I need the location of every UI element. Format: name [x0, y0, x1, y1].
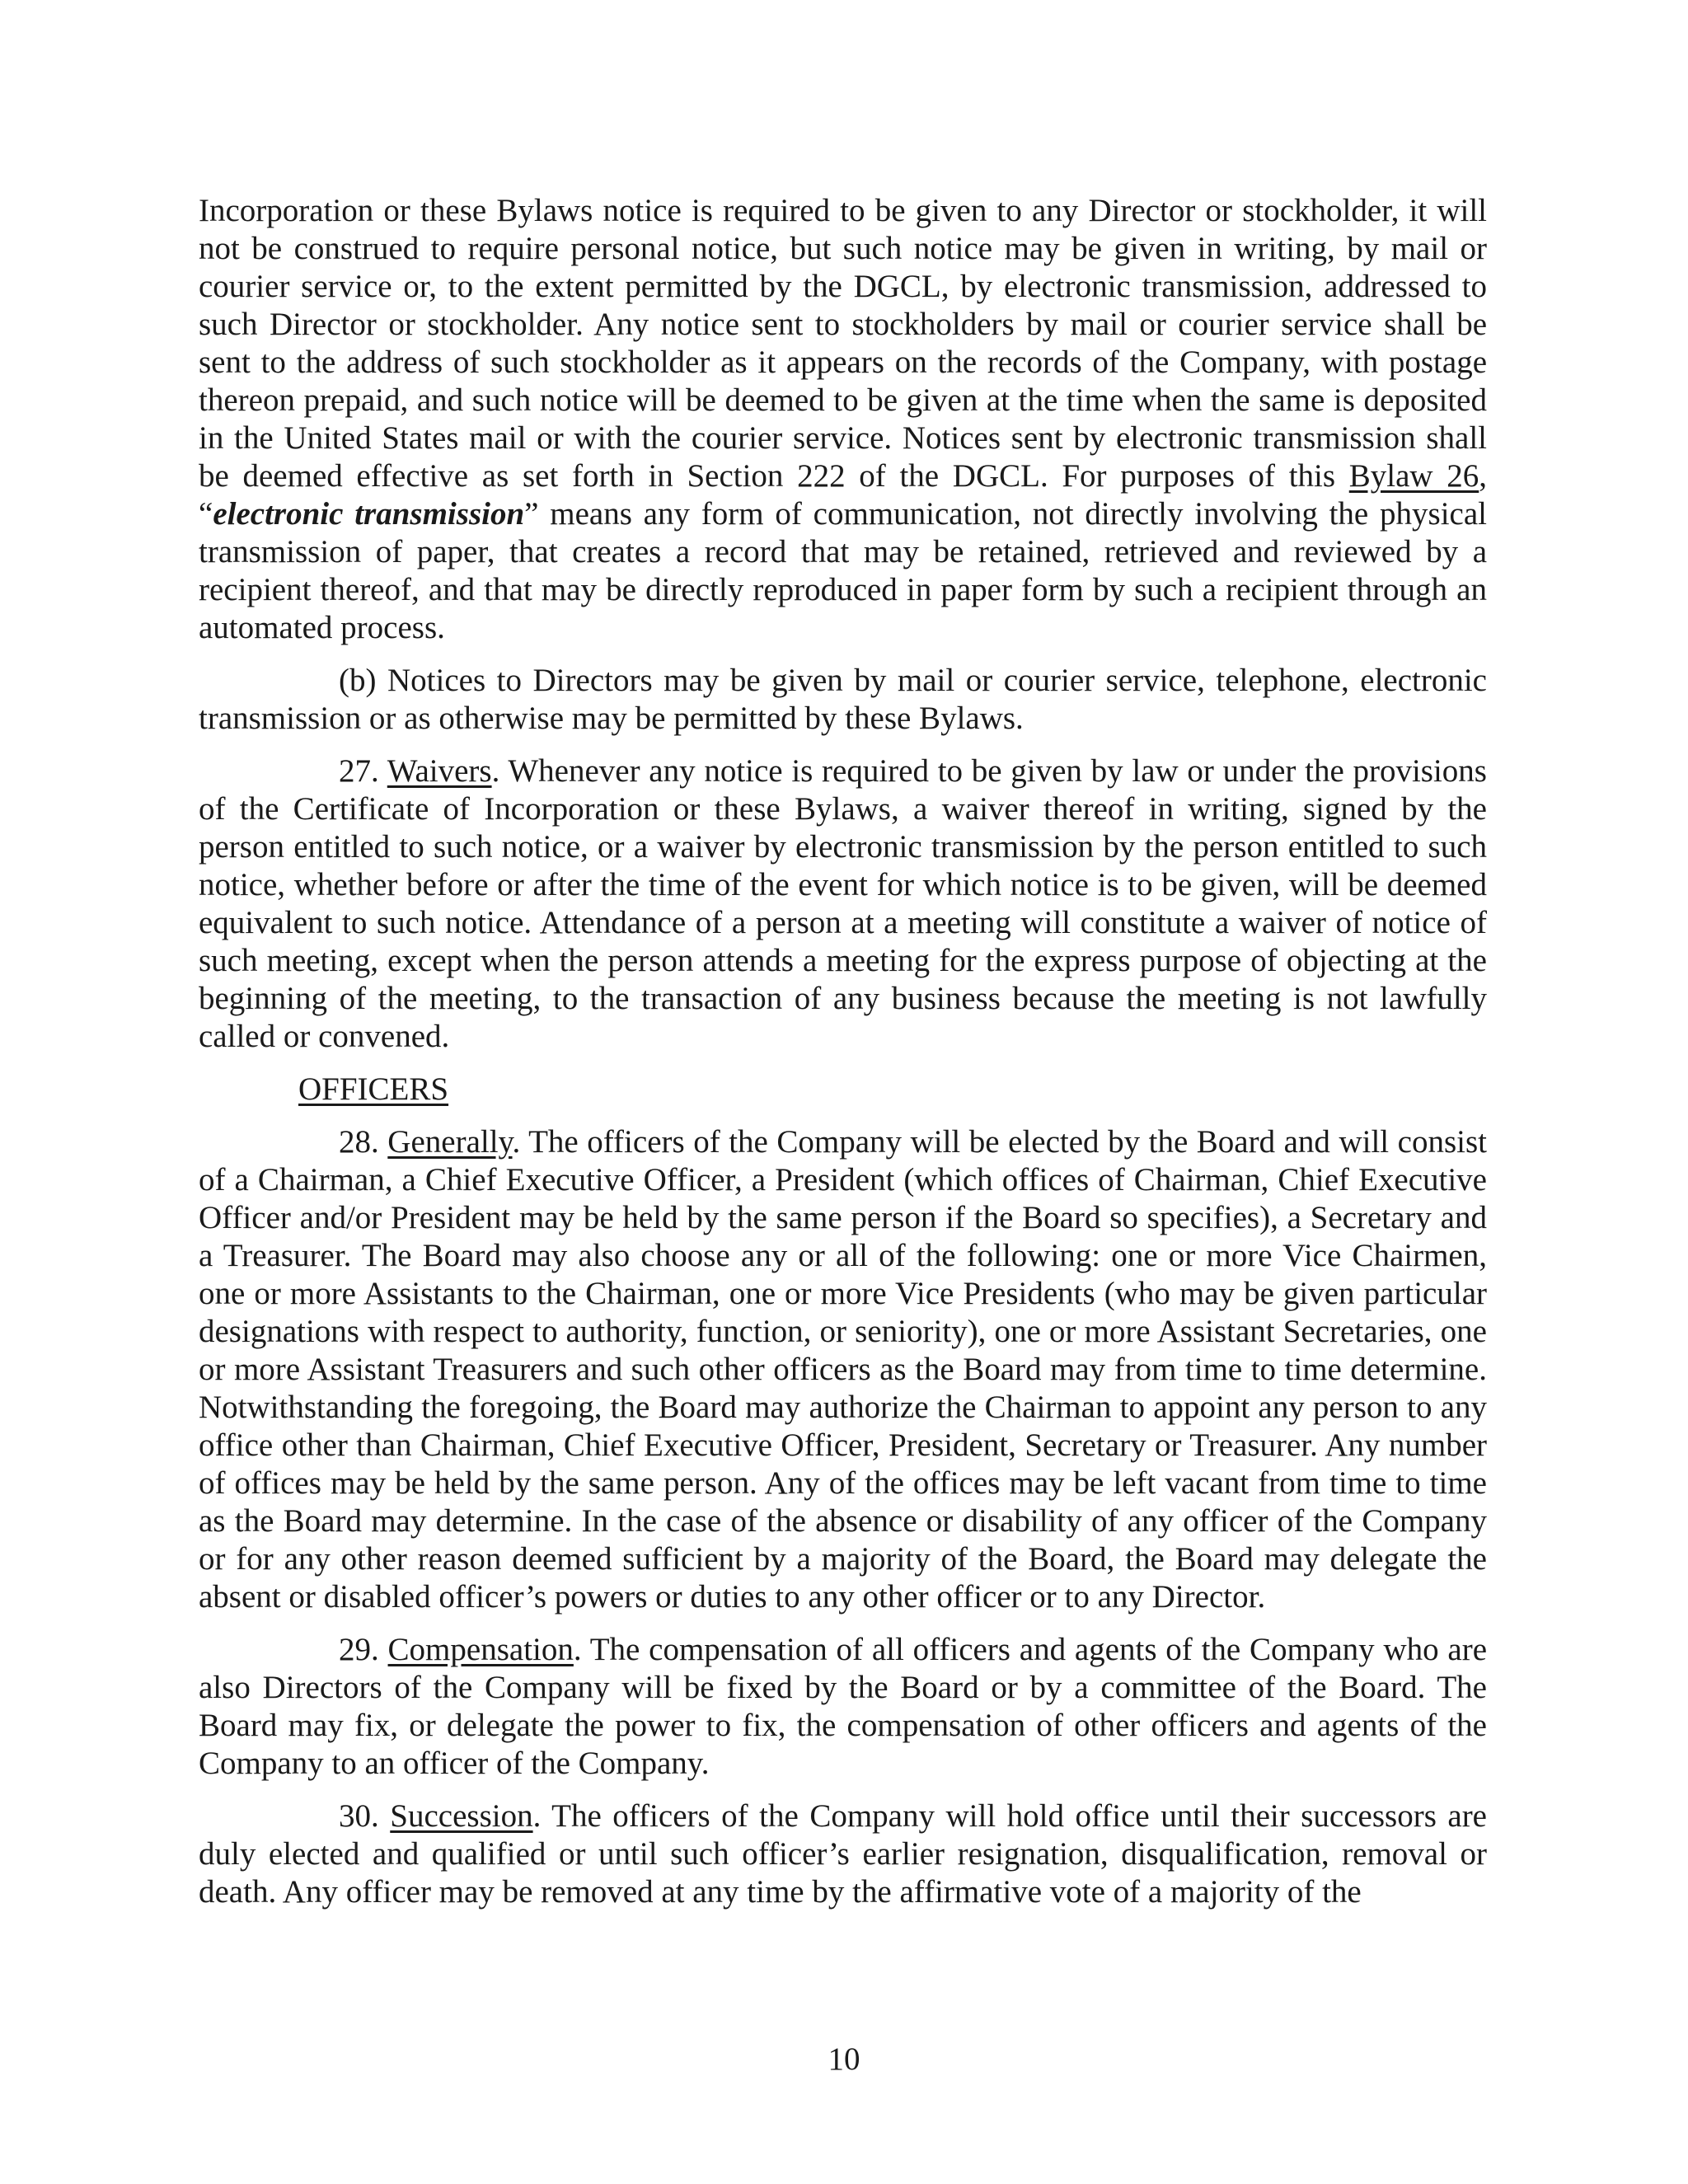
section-title: Waivers	[387, 753, 492, 789]
paragraph-notice-continuation	[199, 192, 1487, 647]
section-number: 28.	[339, 1124, 388, 1160]
page-body	[199, 192, 1487, 1926]
section-text: . The compensation of all officers and agents of the Company who are also Directors of the Company will be fixed by the Board or by a committee of the Board. The Board may fix, or delegate the power to fix, the compensation of other officers and agents of the Company to an officer of the Company.	[199, 1632, 1488, 1781]
defined-term-electronic-transmission: electronic transmission	[213, 496, 525, 532]
heading-text: OFFICERS	[298, 1071, 449, 1107]
paragraph-notice-directors: (b) Notices to Directors may be given by mail or courier service, telephone, electronic transmission or as otherwise may be permitted by these Bylaws.	[199, 663, 1487, 736]
section-text: . Whenever any notice is required to be given by law or under the provisions of the Certificate of Incorporation or these Bylaws, a waiver thereof in writing, signed by the person entitled to such notice, or a waiver by electronic transmission by the person entitled to such notice, whether before or after the time of the event for which notice is to be given, will be deemed equivalent to such notice. Attendance of a person at a meeting will constitute a waiver of notice of such meeting, except when the person attends a meeting for the express purpose of objecting at the beginning of the meeting, to the transaction of any business because the meeting is not lawfully called or convened.	[199, 753, 1487, 1054]
page-number: 10	[828, 2041, 860, 2077]
officers-heading	[199, 1071, 1487, 1108]
section-30-succession	[199, 1797, 1487, 1911]
section-28-generally	[199, 1123, 1487, 1616]
section-29-compensation	[199, 1631, 1487, 1783]
section-number: 27.	[339, 753, 387, 789]
section-title: Compensation	[387, 1632, 574, 1667]
section-text: . The officers of the Company will hold office until their successors are duly elected and qualified or until such officer’s earlier resignation, disqualification, removal or death. Any officer may be removed at any time by the affirmative vote of a majority of the	[199, 1798, 1487, 1910]
paragraph-text: , “	[199, 458, 1488, 532]
section-text: . The officers of the Company will be elected by the Board and will consist of a Chairman, a Chief Executive Officer, a President (which offices of Chairman, Chief Executive Officer and/or President may be held by the same person if the Board so specifies), a Secretary and a Treasurer. The Board may also choose any or all of the following: one or more Vice Chairmen, one or more Assistants to the Chairman, one or more Vice Presidents (who may be given particular designations with respect to authority, function, or seniority), one or more Assistant Secretaries, one or more Assistant Treasurers and such other officers as the Board may from time to time determine. Notwithstanding the foregoing, the Board may authorize the Chairman to appoint any person to any office other than Chairman, Chief Executive Officer, President, Secretary or Treasurer. Any number of offices may be held by the same person. Any of the offices may be left vacant from time to time as the Board may determine. In the case of the absence or disability of any officer of the Company or for any other reason deemed sufficient by a majority of the Board, the Board may delegate the absent or disabled officer’s powers or duties to any other officer or to any Director.	[199, 1124, 1488, 1615]
section-title: Generally	[387, 1124, 513, 1160]
section-title: Succession	[390, 1798, 533, 1834]
bylaw-26-reference: Bylaw 26	[1348, 458, 1479, 494]
paragraph-text: ” means any form of communication, not directly involving the physical transmission of paper, that creates a record that may be retained, retrieved and reviewed by a recipient thereof, and that may be directly reproduced in paper form by such a recipient through an automated process.	[199, 496, 1488, 645]
section-number: 30.	[339, 1798, 391, 1834]
section-27-waivers	[199, 752, 1487, 1056]
paragraph-text: Incorporation or these Bylaws notice is required to be given to any Director or stockholder, it will not be construed to require personal notice, but such notice may be given in writing, by mail or courier service or, to the extent permitted by the DGCL, by electronic transmission, addressed to such Director or stockholder. Any notice sent to stockholders by mail or courier service shall be sent to the address of such stockholder as it appears on the records of the Company, with postage thereon prepaid, and such notice will be deemed to be given at the time when the same is deposited in the United States mail or with the courier service. Notices sent by electronic transmission shall be deemed effective as set forth in Section 222 of the DGCL. For purposes of this	[199, 193, 1487, 494]
section-number: 29.	[339, 1632, 388, 1667]
